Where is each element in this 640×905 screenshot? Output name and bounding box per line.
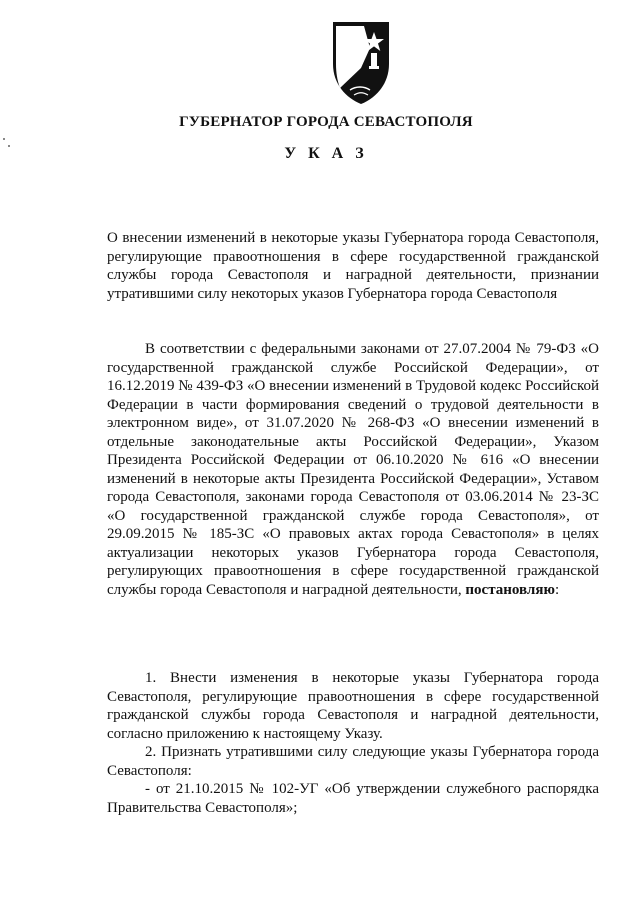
decree-subject: О внесении изменений в некоторые указы Губернатора города Севастополя, регулирующие правоотношения в сфере государственной гражданской службы города Севастополя и наградной деятельности, признании утратившими силу некоторых указов Губернатора города Севастополя — [107, 230, 599, 302]
governor-title: ГУБЕРНАТОР ГОРОДА СЕВАСТОПОЛЯ — [179, 114, 473, 130]
scan-speck — [8, 145, 10, 147]
preamble-paragraph — [107, 340, 599, 599]
decree-item-1: 1. Внести изменения в некоторые указы Губернатора города Севастополя, регулирующие правоотношения в сфере государственной гражданской службы города Севастополя и наградной деятельности, согласно приложению к настоящему Указу. — [107, 670, 599, 742]
decree-item-2-sub: - от 21.10.2015 № 102-УГ «Об утверждении служебного распорядка Правительства Севастополя»; — [107, 781, 599, 816]
preamble-end: : — [554, 581, 560, 598]
document-type: У К А З — [284, 145, 368, 162]
preamble-text: В соответствии с федеральными законами от 27.07.2004 № 79-ФЗ «О государственной гражданской службе Российской Федерации», от 16.12.2019 № 439-ФЗ «О внесении изменений в Трудовой кодекс Российской Федерации в части формирования сведений о трудовой деятельности в электронном виде», от 31.07.2020 № 268-ФЗ «О внесении изменений в отдельные законодательные акты Российской Федерации», Указом Президента Российской Федерации от 06.10.2020 № 616 «О внесении изменений в некоторые акты Президента Российской Федерации», Уставом города Севастополя, законами города Севастополя от 03.06.2014 № 23-ЗС «О государственной гражданской службе города Севастополя», от 29.09.2015 № 185-ЗС «О правовых актах города Севастополя» в целях актуализации некоторых указов Губернатора города Севастополя, регулирующих правоотношения в сфере государственной гражданской службы города Севастополя и наградной деятельности, — [107, 341, 599, 598]
scan-speck — [3, 138, 5, 140]
decree-word: постановляю — [465, 581, 555, 598]
decree-items — [107, 669, 599, 817]
decree-item-2: 2. Признать утратившими силу следующие указы Губернатора города Севастополя: — [107, 744, 599, 779]
sevastopol-coat-of-arms-icon — [330, 18, 392, 106]
